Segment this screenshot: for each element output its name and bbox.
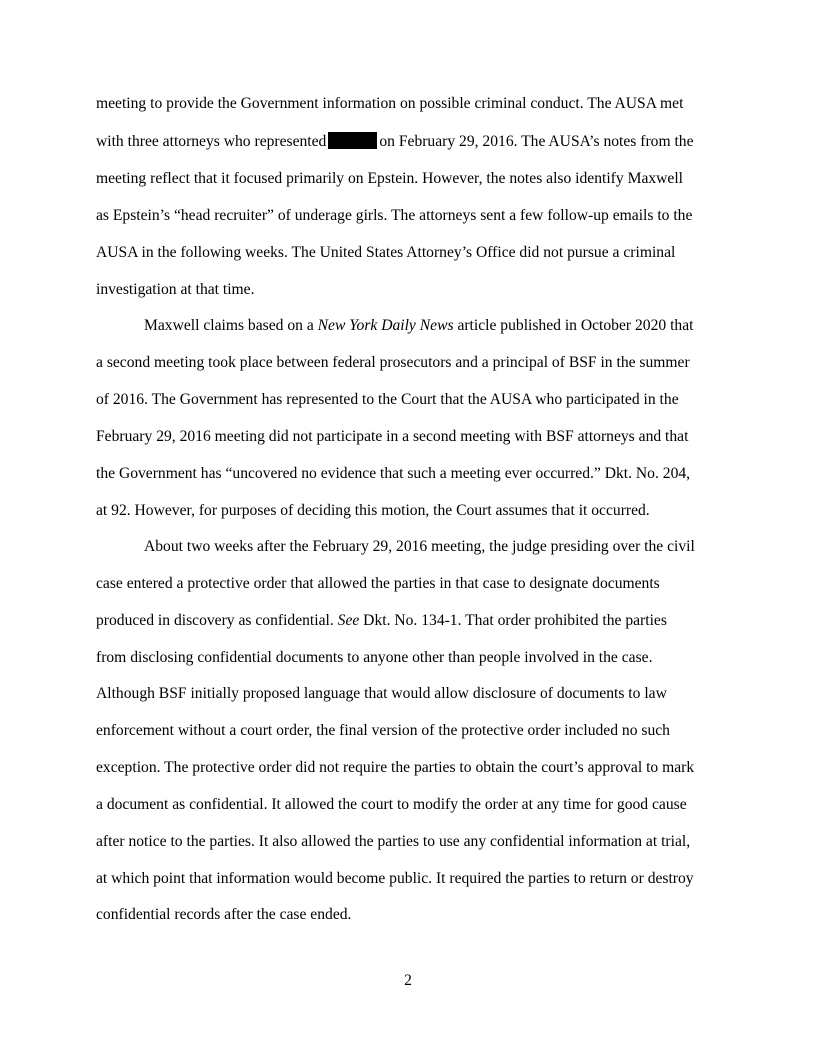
text-line: of 2016. The Government has represented to the Court that the AUSA who participated in the bbox=[96, 391, 679, 408]
text-segment: with three attorneys who represented bbox=[96, 133, 327, 150]
text-segment: on February 29, 2016. The AUSA’s notes from the bbox=[379, 133, 694, 150]
text-line: a second meeting took place between federal prosecutors and a principal of BSF in the summer bbox=[96, 354, 690, 371]
text-line bbox=[96, 611, 667, 631]
text-segment: Maxwell claims based on a bbox=[144, 317, 318, 334]
text-line: AUSA in the following weeks. The United States Attorney’s Office did not pursue a criminal bbox=[96, 244, 676, 261]
text-line: confidential records after the case ended. bbox=[96, 906, 352, 923]
text-segment: produced in discovery as confidential. bbox=[96, 612, 338, 629]
text-line: case entered a protective order that allowed the parties in that case to designate documents bbox=[96, 575, 660, 592]
text-line: meeting to provide the Government information on possible criminal conduct. The AUSA met bbox=[96, 95, 684, 112]
text-line: Although BSF initially proposed language that would allow disclosure of documents to law bbox=[96, 685, 667, 702]
text-line: at which point that information would become public. It required the parties to return or destroy bbox=[96, 870, 694, 887]
redaction-box bbox=[328, 132, 377, 149]
text-line: at 92. However, for purposes of deciding this motion, the Court assumes that it occurred. bbox=[96, 502, 650, 519]
citation-signal: See bbox=[337, 612, 360, 629]
publication-title: New York Daily News bbox=[317, 317, 454, 334]
text-line: a document as confidential. It allowed the court to modify the order at any time for good cause bbox=[96, 796, 687, 813]
text-segment: article published in October 2020 that bbox=[453, 317, 694, 334]
text-line: meeting reflect that it focused primarily on Epstein. However, the notes also identify Maxwell bbox=[96, 170, 684, 187]
page-number: 2 bbox=[404, 972, 412, 989]
text-line bbox=[144, 316, 693, 336]
text-line: investigation at that time. bbox=[96, 281, 255, 298]
text-line: as Epstein’s “head recruiter” of underage girls. The attorneys sent a few follow-up emails to the bbox=[96, 207, 693, 224]
text-line: About two weeks after the February 29, 2016 meeting, the judge presiding over the civil bbox=[144, 538, 695, 555]
text-line: the Government has “uncovered no evidence that such a meeting ever occurred.” Dkt. No. 204, bbox=[96, 465, 691, 482]
text-line: enforcement without a court order, the final version of the protective order included no such bbox=[96, 722, 670, 739]
text-line: February 29, 2016 meeting did not participate in a second meeting with BSF attorneys and that bbox=[96, 428, 689, 445]
text-line: after notice to the parties. It also allowed the parties to use any confidential information at trial, bbox=[96, 833, 691, 850]
text-line: exception. The protective order did not require the parties to obtain the court’s approval to mark bbox=[96, 759, 695, 776]
text-line bbox=[96, 132, 694, 152]
text-line: from disclosing confidential documents to anyone other than people involved in the case. bbox=[96, 649, 653, 666]
text-segment: Dkt. No. 134-1. That order prohibited the parties bbox=[359, 612, 667, 629]
